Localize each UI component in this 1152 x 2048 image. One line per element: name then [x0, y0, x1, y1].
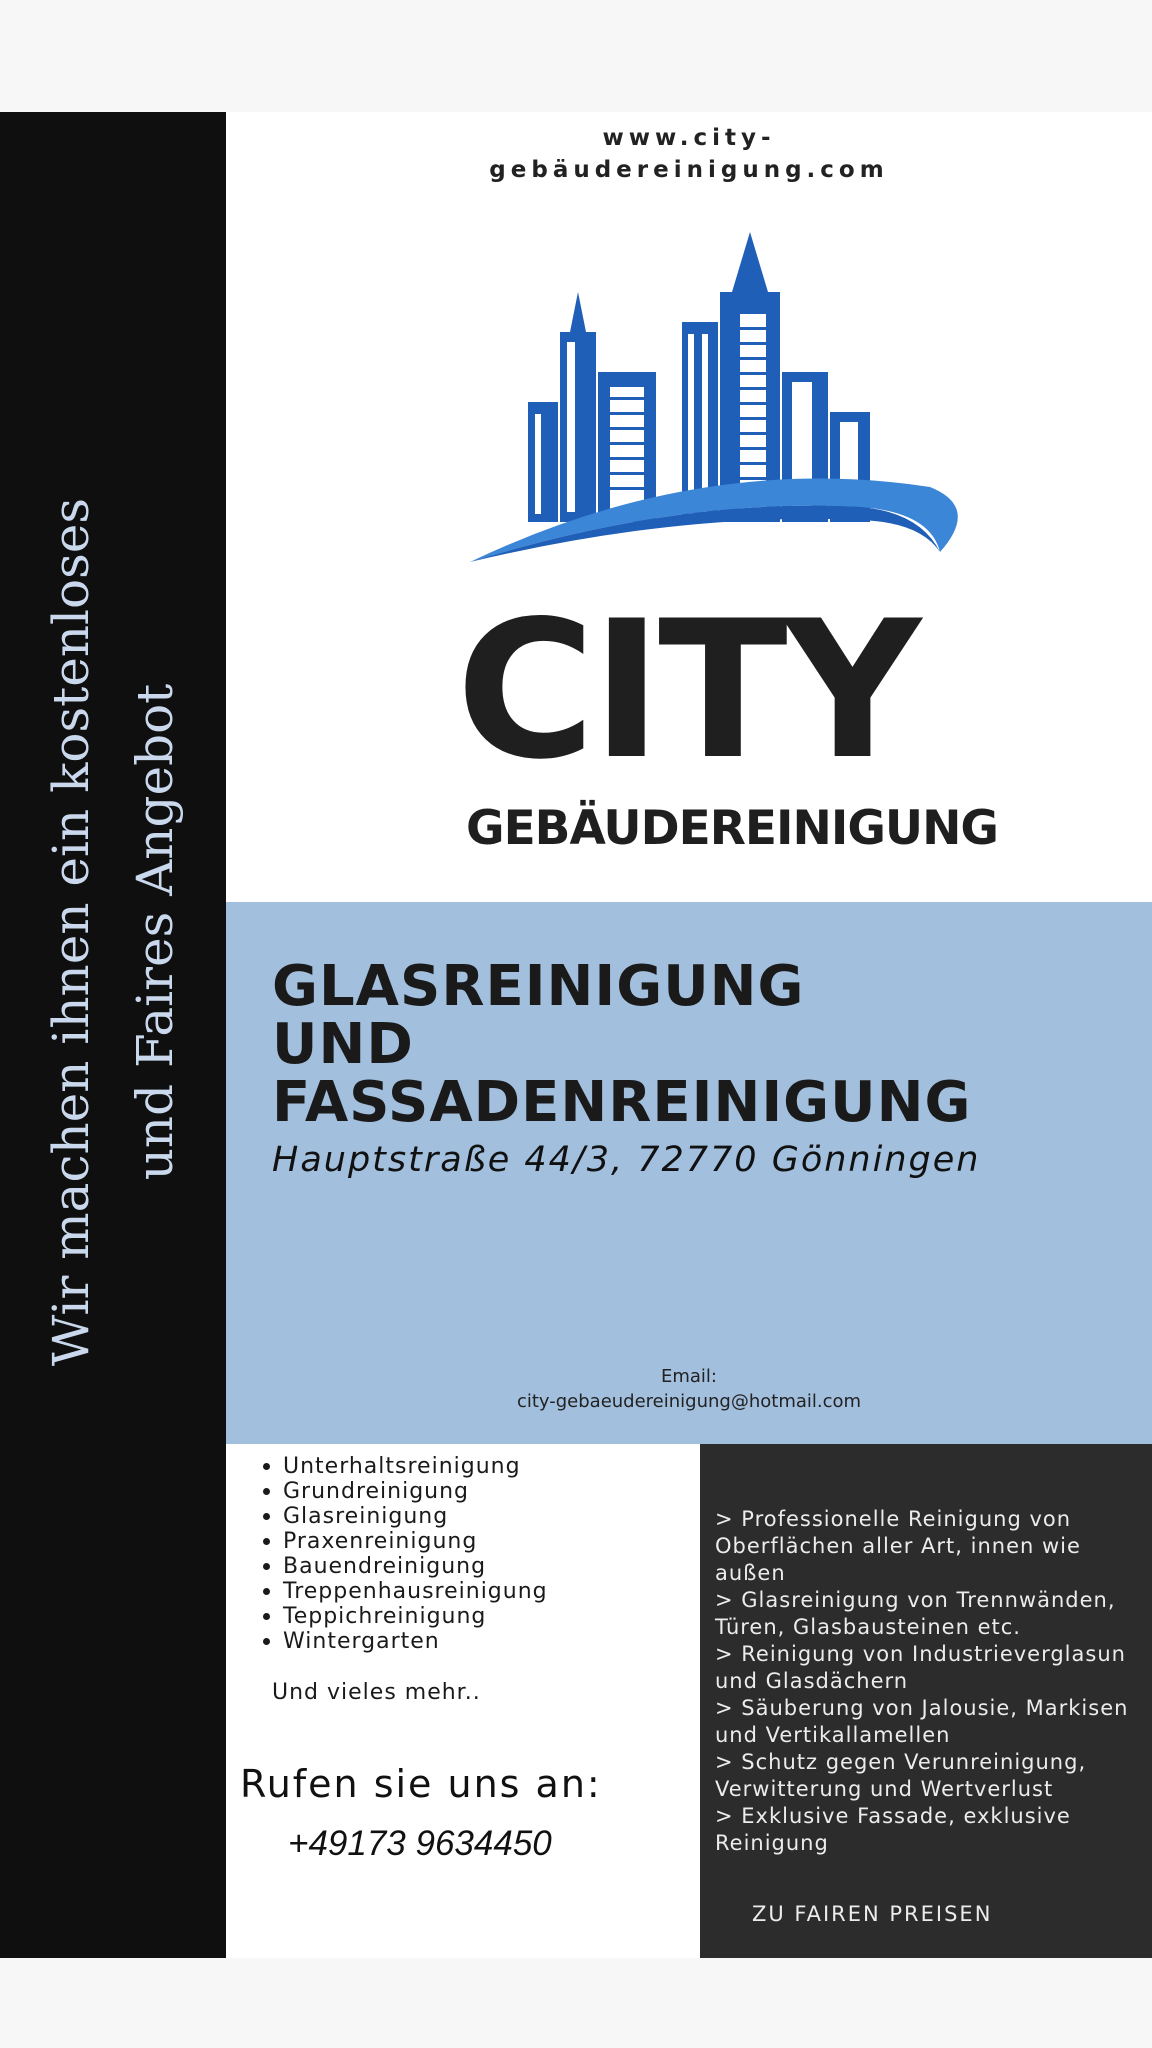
address: Hauptstraße 44/3, 72770 Gönningen	[272, 1140, 981, 1180]
list-item: Bauendreinigung	[261, 1554, 548, 1579]
feature-line: Reinigung	[715, 1831, 829, 1855]
headline-line2: UND	[272, 1012, 414, 1077]
features-list	[715, 1506, 1152, 1857]
email-block	[226, 1364, 1152, 1414]
feature-line: und Vertikallamellen	[715, 1723, 951, 1747]
email-label: Email:	[660, 1366, 717, 1387]
list-item: Grundreinigung	[261, 1479, 548, 1504]
building-2	[560, 332, 596, 522]
sidebar-tagline-line1: Wir machen ihnen ein kostenloses	[42, 497, 100, 1367]
more-services-note: Und vieles mehr..	[272, 1680, 481, 1705]
headline	[272, 954, 972, 1135]
list-item: Praxenreinigung	[261, 1529, 548, 1554]
list-item: Teppichreinigung	[261, 1604, 548, 1629]
flyer-page	[0, 112, 1152, 1958]
services-list	[261, 1454, 548, 1654]
headline-line1: GLASREINIGUNG	[272, 954, 805, 1019]
skyline-logo-icon	[460, 222, 980, 582]
phone-number[interactable]: +49173 9634450	[288, 1824, 552, 1863]
list-item: Treppenhausreinigung	[261, 1579, 548, 1604]
feature-line: > Reinigung von Industrieverglasun	[715, 1642, 1126, 1666]
sidebar-tagline	[29, 498, 197, 1366]
feature-line: > Professionelle Reinigung von	[715, 1507, 1072, 1531]
list-item: Wintergarten	[261, 1629, 548, 1654]
feature-line: und Glasdächern	[715, 1669, 909, 1693]
headline-line3: FASSADENREINIGUNG	[272, 1070, 972, 1135]
feature-line: > Exklusive Fassade, exklusive	[715, 1804, 1071, 1828]
feature-line: > Säuberung von Jalousie, Markisen	[715, 1696, 1129, 1720]
website-url[interactable]	[226, 122, 1152, 186]
feature-line: > Schutz gegen Verunreinigung,	[715, 1750, 1087, 1774]
logo-wordmark: CITY	[456, 580, 918, 801]
call-label: Rufen sie uns an:	[240, 1762, 602, 1806]
feature-line: außen	[715, 1561, 786, 1585]
website-url-line2: gebäudereinigung.com	[489, 157, 889, 183]
feature-line: Türen, Glasbausteinen etc.	[715, 1615, 1021, 1639]
sidebar-tagline-line2: und Faires Angebot	[126, 683, 184, 1181]
website-url-line1: www.city-	[602, 125, 776, 151]
sidebar	[0, 112, 226, 1958]
feature-line: Oberflächen aller Art, innen wie	[715, 1534, 1081, 1558]
feature-line: > Glasreinigung von Trennwänden,	[715, 1588, 1116, 1612]
feature-line: Verwitterung und Wertverlust	[715, 1777, 1054, 1801]
fair-prices-label: ZU FAIREN PREISEN	[752, 1902, 993, 1926]
logo-subtitle: GEBÄUDEREINIGUNG	[466, 801, 998, 856]
list-item: Glasreinigung	[261, 1504, 548, 1529]
headline-panel	[226, 902, 1152, 1444]
building-1	[528, 402, 558, 522]
email-link[interactable]: city-gebaeudereinigung@hotmail.com	[516, 1391, 862, 1412]
features-box	[700, 1444, 1152, 1958]
list-item: Unterhaltsreinigung	[261, 1454, 548, 1479]
